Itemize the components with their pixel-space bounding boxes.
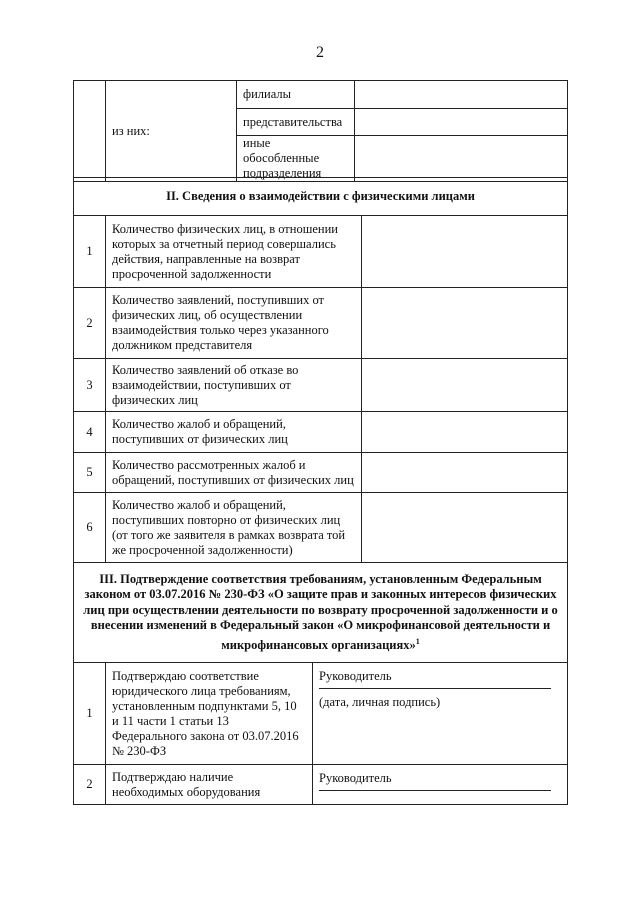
row-number: 3 <box>74 359 106 412</box>
value-cell[interactable] <box>362 216 568 288</box>
row-text: Подтверждаю соответствие юридического лица требованиям, установленным подпунктами 5, 10 и 11 части 1 статьи 13 Федерального закона от 03.07.2016 № 230-ФЗ <box>106 663 313 765</box>
row-number: 5 <box>74 453 106 493</box>
value-cell[interactable] <box>362 359 568 412</box>
value-cell[interactable] <box>362 412 568 453</box>
signature-cell[interactable] <box>313 765 568 805</box>
row-number: 1 <box>74 663 106 765</box>
branches-table <box>73 80 568 182</box>
row-number: 6 <box>74 493 106 563</box>
section3-title <box>74 563 568 663</box>
signature-hint: (дата, личная подпись) <box>319 695 441 709</box>
section2-title: II. Сведения о взаимодействии с физическими лицами <box>74 178 568 216</box>
section2-table <box>73 177 568 563</box>
row-text: Количество жалоб и обращений, поступивших повторно от физических лиц (от того же заявителя в рамках возврата той же просроченной задолженности) <box>106 493 362 563</box>
value-cell[interactable] <box>355 81 568 109</box>
page-number: 2 <box>316 44 324 61</box>
footnote-marker: 1 <box>415 636 420 646</box>
row-text: Количество заявлений, поступивших от физических лиц, об осуществлении взаимодействия только через указанного должником представителя <box>106 288 362 359</box>
value-cell[interactable] <box>355 136 568 182</box>
row-text: Количество заявлений об отказе во взаимодействии, поступивших от физических лиц <box>106 359 362 412</box>
row-number: 4 <box>74 412 106 453</box>
value-cell[interactable] <box>362 453 568 493</box>
row-text: Подтверждаю наличие необходимых оборудования <box>106 765 313 805</box>
item-representative-offices: представительства <box>237 109 355 136</box>
row-text: Количество жалоб и обращений, поступивших от физических лиц <box>106 412 362 453</box>
row-number: 2 <box>74 765 106 805</box>
row-number: 1 <box>74 216 106 288</box>
signature-label: Руководитель <box>319 669 392 683</box>
signature-line[interactable] <box>319 790 551 791</box>
group-label: из них: <box>106 81 237 182</box>
value-cell[interactable] <box>355 109 568 136</box>
item-other-subdivisions: иные обособленные подразделения <box>237 136 355 182</box>
value-cell[interactable] <box>362 288 568 359</box>
section3-table <box>73 562 568 805</box>
empty-num-cell <box>74 81 106 182</box>
item-branches: филиалы <box>237 81 355 109</box>
section3-title-text: III. Подтверждение соответствия требованиям, установленным Федеральным законом от 03.07.2016 № 230-ФЗ «О защите прав и законных интересов физических лиц при осуществлении деятельности по возврату просроченной задолженности и о внесении изменений в Федеральный закон «О микрофинансовой деятельности и микрофинансовых организациях» <box>83 571 558 652</box>
signature-cell[interactable] <box>313 663 568 765</box>
signature-label: Руководитель <box>319 771 392 785</box>
row-text: Количество рассмотренных жалоб и обращений, поступивших от физических лиц <box>106 453 362 493</box>
row-number: 2 <box>74 288 106 359</box>
row-text: Количество физических лиц, в отношении которых за отчетный период совершались действия, направленные на возврат просроченной задолженности <box>106 216 362 288</box>
value-cell[interactable] <box>362 493 568 563</box>
